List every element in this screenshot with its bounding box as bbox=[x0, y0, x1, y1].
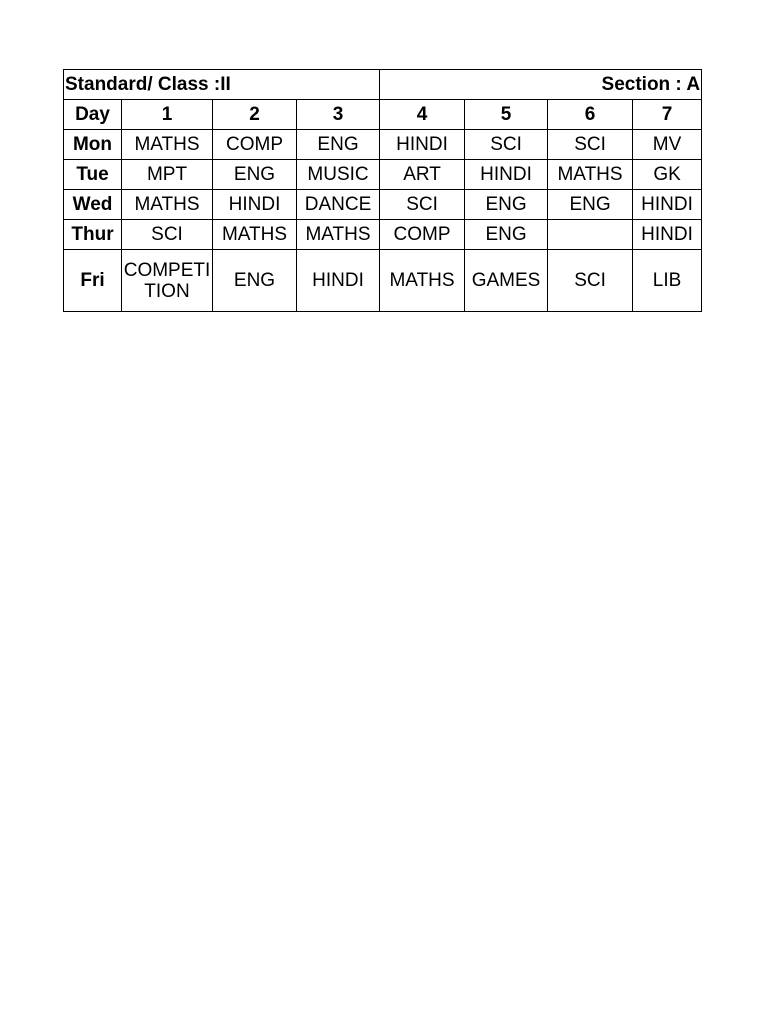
day-cell: Tue bbox=[64, 160, 122, 190]
table-row-mon bbox=[64, 130, 702, 160]
day-cell: Fri bbox=[64, 250, 122, 312]
period-cell: GK bbox=[633, 160, 702, 190]
period-cell bbox=[548, 220, 633, 250]
period-cell: MATHS bbox=[213, 220, 297, 250]
column-header-period-2: 2 bbox=[213, 100, 297, 130]
column-header-row bbox=[64, 100, 702, 130]
period-cell: ENG bbox=[297, 130, 380, 160]
period-cell: ART bbox=[380, 160, 465, 190]
title-row bbox=[64, 70, 702, 100]
table-row-wed bbox=[64, 190, 702, 220]
period-cell: ENG bbox=[213, 160, 297, 190]
column-header-period-4: 4 bbox=[380, 100, 465, 130]
table-row-tue bbox=[64, 160, 702, 190]
period-cell: ENG bbox=[465, 190, 548, 220]
column-header-period-6: 6 bbox=[548, 100, 633, 130]
section-label: Section : A bbox=[380, 70, 702, 100]
period-cell: MATHS bbox=[548, 160, 633, 190]
day-cell: Mon bbox=[64, 130, 122, 160]
period-cell: HINDI bbox=[380, 130, 465, 160]
column-header-day: Day bbox=[64, 100, 122, 130]
table-row-fri bbox=[64, 250, 702, 312]
class-label: Standard/ Class :II bbox=[64, 70, 380, 100]
period-cell: ENG bbox=[548, 190, 633, 220]
period-cell: SCI bbox=[548, 130, 633, 160]
period-cell: ENG bbox=[465, 220, 548, 250]
period-cell: GAMES bbox=[465, 250, 548, 312]
column-header-period-5: 5 bbox=[465, 100, 548, 130]
period-cell: MPT bbox=[122, 160, 213, 190]
day-cell: Wed bbox=[64, 190, 122, 220]
column-header-period-1: 1 bbox=[122, 100, 213, 130]
period-cell: SCI bbox=[122, 220, 213, 250]
period-cell: SCI bbox=[465, 130, 548, 160]
period-cell: MATHS bbox=[380, 250, 465, 312]
period-cell: LIB bbox=[633, 250, 702, 312]
period-cell: MUSIC bbox=[297, 160, 380, 190]
period-cell: MV bbox=[633, 130, 702, 160]
column-header-period-3: 3 bbox=[297, 100, 380, 130]
period-cell: HINDI bbox=[213, 190, 297, 220]
timetable bbox=[63, 69, 702, 312]
day-cell: Thur bbox=[64, 220, 122, 250]
period-cell: COMPETITION bbox=[122, 250, 213, 312]
period-cell: DANCE bbox=[297, 190, 380, 220]
period-cell: SCI bbox=[380, 190, 465, 220]
period-cell: COMP bbox=[380, 220, 465, 250]
period-cell: HINDI bbox=[633, 190, 702, 220]
period-cell: HINDI bbox=[633, 220, 702, 250]
period-cell: MATHS bbox=[122, 190, 213, 220]
column-header-period-7: 7 bbox=[633, 100, 702, 130]
period-cell: MATHS bbox=[122, 130, 213, 160]
period-cell: COMP bbox=[213, 130, 297, 160]
period-cell: HINDI bbox=[297, 250, 380, 312]
period-cell: ENG bbox=[213, 250, 297, 312]
period-cell: MATHS bbox=[297, 220, 380, 250]
table-row-thur bbox=[64, 220, 702, 250]
period-cell: HINDI bbox=[465, 160, 548, 190]
period-cell: SCI bbox=[548, 250, 633, 312]
